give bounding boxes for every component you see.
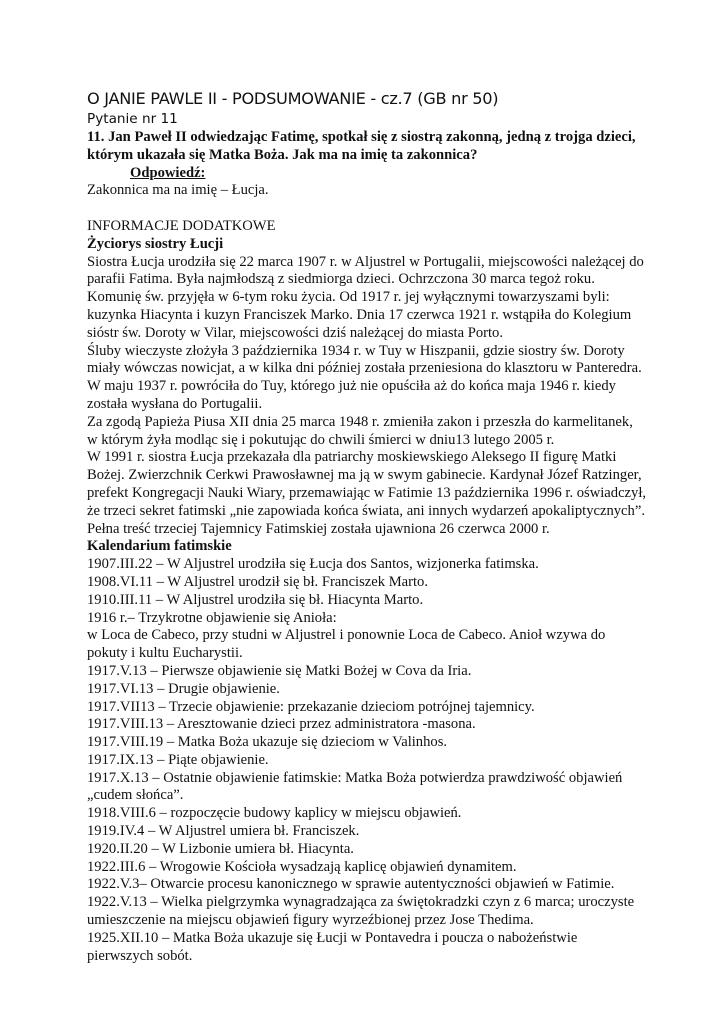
question-number: Pytanie nr 11 — [87, 111, 178, 127]
calendar-entry: 1919.IV.4 – W Aljustrel umiera bł. Franciszek. — [87, 823, 360, 840]
document-page — [87, 88, 647, 965]
calendar-entry: w Loca de Cabeco, przy studni w Aljustrel i ponownie Loca de Cabeco. Anioł wzywa do pokuty i kultu Eucharystii. — [87, 627, 606, 662]
biography-heading: Życiorys siostry Łucji — [87, 235, 224, 252]
calendar-entry: 1916 r.– Trzykrotne objawienie się Anioła: — [87, 609, 337, 626]
calendar-entry: 1910.III.11 – W Aljustrel urodziła się bł. Hiacynta Marto. — [87, 591, 424, 608]
calendar-entry: 1917.X.13 – Ostatnie objawienie fatimskie: Matka Boża potwierdza prawdziwość objawień „cudem słońca”. — [87, 769, 623, 804]
biography-paragraph: Siostra Łucja urodziła się 22 marca 1907 r. w Aljustrel w Portugalii, miejscowości należącej do parafii Fatima. Była najmłodszą z siedmiorga dzieci. Ochrzczona 30 marca tegoż roku. Komunię św. przyjęła w 6-tym roku życia. Od 1917 r. jej wyłącznymi towarzyszami byli: kuzynka Hiacynta i kuzyn Franciszek Marko. Dnia 17 czerwca 1921 r. wstąpiła do Kolegium sióstr św. Doroty w Vilar, miejscowości dziś należącej do miasta Porto. — [87, 253, 644, 341]
calendar-entry: 1922.V.13 – Wielka pielgrzymka wynagradzająca za świętokradzki czyn z 6 marca; uroczyste umieszczenie na miejscu objawień figury wyrzeźbionej przez Jose Thedima. — [87, 894, 635, 929]
calendar-entry: 1917.V.13 – Pierwsze objawienie się Matki Bożej w Cova da Iria. — [87, 662, 472, 679]
biography-paragraph: Śluby wieczyste złożyła 3 października 1934 r. w Tuy w Hiszpanii, gdzie siostry św. Doroty miały wówczas nowicjat, a w kilka dni później została przeniesiona do klasztoru w Panteredra. W maju 1937 r. powróciła do Tuy, którego już nie opuściła aż do końca maja 1946 r. kiedy została wysłana do Portugalii. — [87, 342, 642, 412]
calendar-entry: 1925.XII.10 – Matka Boża ukazuje się Łucji w Pontavedra i poucza o nabożeństwie pierwszych sobót. — [87, 929, 578, 964]
calendar-entry: 1920.II.20 – W Lizbonie umiera bł. Hiacynta. — [87, 840, 354, 857]
calendar-entry: 1917.VII13 – Trzecie objawienie: przekazanie dzieciom potrójnej tajemnicy. — [87, 698, 535, 715]
calendar-entry: 1918.VIII.6 – rozpoczęcie budowy kaplicy w miejscu objawień. — [87, 805, 462, 822]
biography-paragraph: Za zgodą Papieża Piusa XII dnia 25 marca 1948 r. zmieniła zakon i przeszła do karmelitanek, w którym żyła modląc się i pokutując do chwili śmierci w dniu13 lutego 2005 r. — [87, 413, 633, 448]
calendar-entry: 1908.VI.11 – W Aljustrel urodził się bł. Franciszek Marto. — [87, 573, 429, 590]
answer-label: Odpowiedź: — [130, 164, 206, 181]
calendar-entry: 1922.V.3– Otwarcie procesu kanonicznego w sprawie autentyczności objawień w Fatimie. — [87, 876, 615, 893]
calendar-entry: 1917.IX.13 – Piąte objawienie. — [87, 751, 269, 768]
biography-section — [87, 254, 647, 539]
document-title: O JANIE PAWLE II - PODSUMOWANIE - cz.7 (GB nr 50) — [87, 89, 499, 108]
calendar-entry: 1907.III.22 – W Aljustrel urodziła się Łucja dos Santos, wizjonerka fatimska. — [87, 556, 539, 573]
question-text: 11. Jan Paweł II odwiedzając Fatimę, spotkał się z siostrą zakonną, jedną z trojga dzieci, którym ukazała się Matka Boża. Jak ma na imię ta zakonnica? — [87, 129, 636, 163]
answer-text: Zakonnica ma na imię – Łucja. — [87, 182, 269, 199]
calendar-heading: Kalendarium fatimskie — [87, 538, 232, 555]
calendar-entry: 1917.VIII.13 – Aresztowanie dzieci przez administratora -masona. — [87, 716, 476, 733]
calendar-entry: 1917.VI.13 – Drugie objawienie. — [87, 680, 280, 697]
calendar-list — [87, 556, 647, 965]
spacer — [87, 200, 647, 218]
calendar-entry: 1922.III.6 – Wrogowie Kościoła wysadzają kaplicę objawień dynamitem. — [87, 858, 517, 875]
biography-paragraph: W 1991 r. siostra Łucja przekazała dla patriarchy moskiewskiego Aleksego II figurę Matki Bożej. Zwierzchnik Cerkwi Prawosławnej ma ją w swym gabinecie. Kardynał Józef Ratzinger, prefekt Kongregacji Nauki Wiary, przemawiając w Fatimie 13 października 1996 r. oświadczył, że trzeci sekret fatimski „nie zapowiada końca świata, ani innych wydarzeń apokaliptycznych”. Pełna treść trzeciej Tajemnicy Fatimskiej została ujawniona 26 czerwca 2000 r. — [87, 449, 647, 537]
extra-info-heading: INFORMACJE DODATKOWE — [87, 217, 276, 234]
calendar-entry: 1917.VIII.19 – Matka Boża ukazuje się dzieciom w Valinhos. — [87, 734, 448, 751]
